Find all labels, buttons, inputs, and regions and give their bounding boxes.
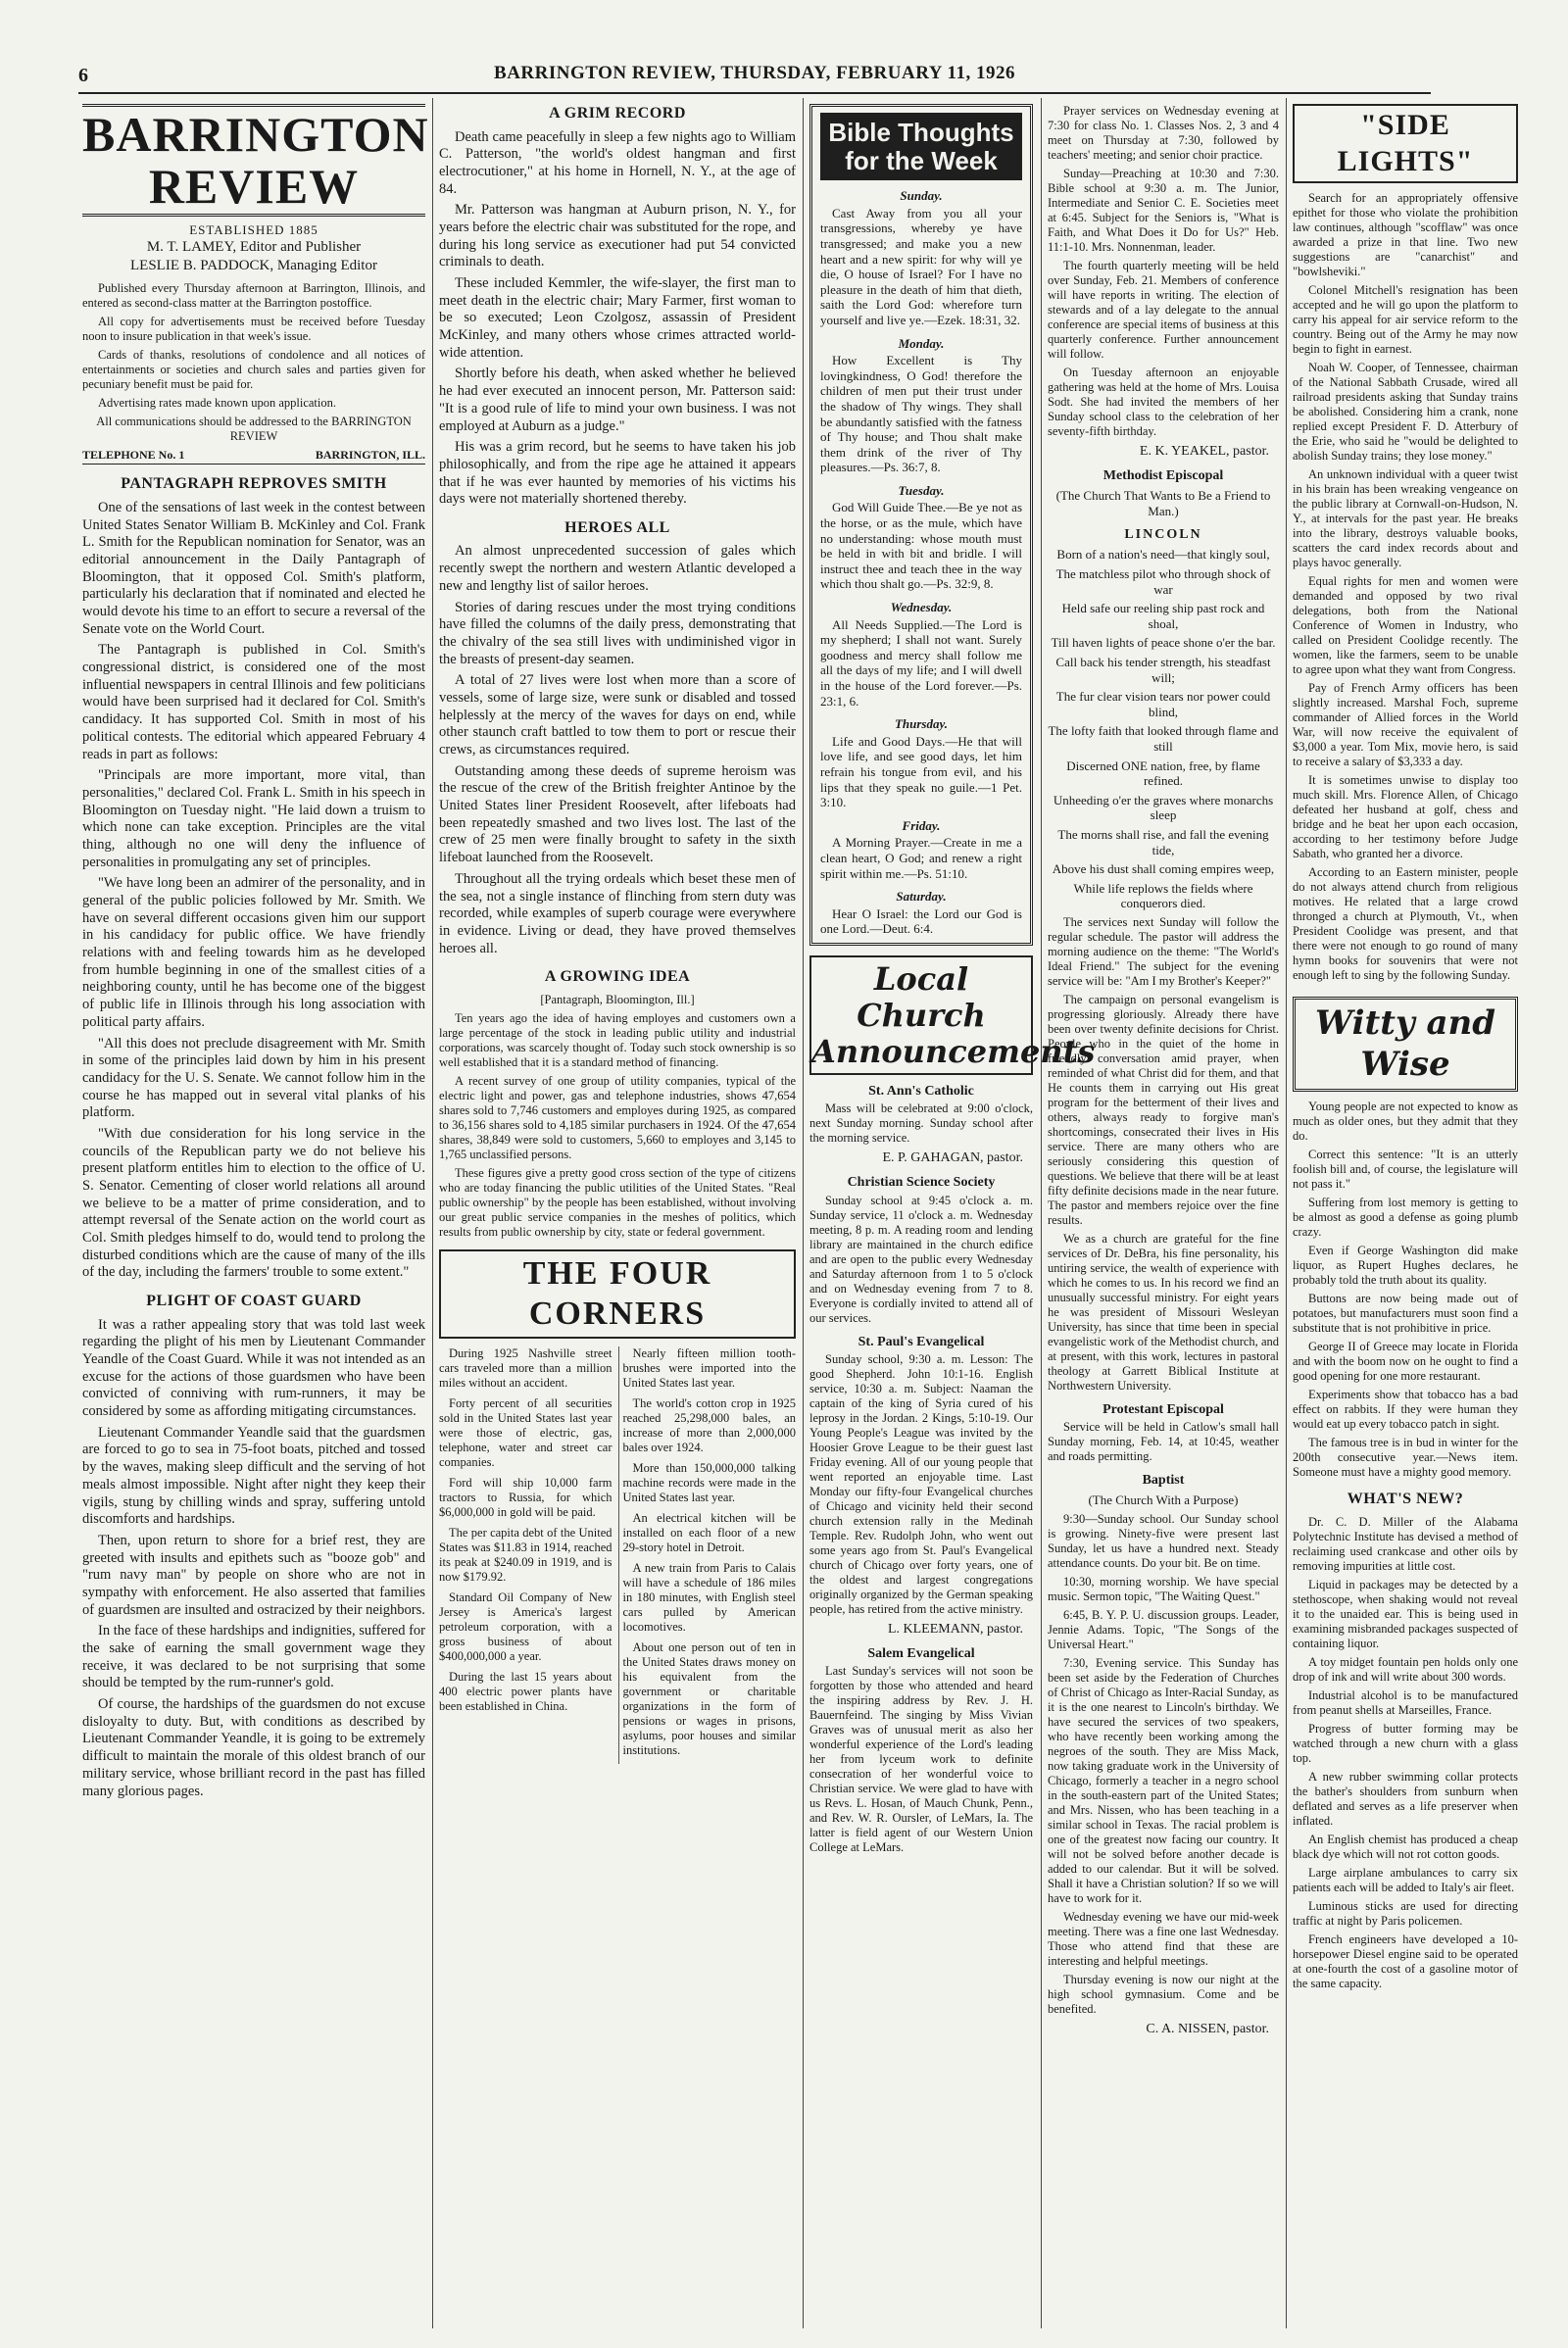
church-name: Baptist — [1142, 1472, 1185, 1488]
news-item: Ford will ship 10,000 farm tractors to Russia, for which $6,000,000 in gold will be paid. — [439, 1475, 612, 1519]
article-paragraph: "We have long been an admirer of the personality, and in general of the public policies followed by Mr. Smith. We have on several different occasions given him our support in his candidacy for public office. We have friendly relations with and feeling towards him as he developed from humble beginning in one of the smallest cities of a neighboring county, until he has become one of the biggest of public life in Illinois through his long association with political party affairs. — [82, 875, 425, 1030]
poem-line: Born of a nation's need—that kingly soul, — [1056, 547, 1270, 563]
bible-thoughts-box — [809, 104, 1033, 946]
pastor-signature: L. KLEEMANN, pastor. — [887, 1621, 1023, 1637]
church-notice: Last Sunday's services will not soon be forgotten by those who attended and heard the inspiring address by Rev. J. H. Bauernfeind. The singing by Miss Vivian Graves was of unusual merit as also her wonderful experience of the Lord's leading her from lyceum work to definite consecration of her wonderful voice to Christian service. We were glad to have with us Revs. L. Hosan, of Mauch Chunk, Penn., and Rev. W. R. Oursler, of LeMars, Ia. The latter is field agent of our Western Union College at LeMars. — [809, 1663, 1033, 1854]
church-notice: Prayer services on Wednesday evening at 7:30 for class No. 1. Classes Nos. 2, 3 and 4 meet on Thursday at 7:30, followed by teachers' meeting; and senior choir practice. — [1048, 104, 1279, 162]
item-paragraph: Pay of French Army officers has been slightly increased. Marshal Foch, supreme commander of Allied forces in the World War, will now receive the equivalent of $3,000 a year. Tom Mix, movie hero, is said to receive a salary of $3,333 a day. — [1293, 681, 1518, 769]
poem-line: Held safe our reeling ship past rock and shoal, — [1061, 601, 1265, 631]
column-4 — [1048, 104, 1279, 2328]
local-church-headline: Local Church Announcements — [809, 955, 1033, 1075]
church-name: Salem Evangelical — [867, 1645, 975, 1661]
bible-day: Friday. — [902, 817, 941, 833]
bible-verse: A Morning Prayer.—Create in me a clean heart, O God; and renew a right spirit within me.—Ps. 51:10. — [820, 835, 1022, 881]
church-motto: (The Church With a Purpose) — [1088, 1492, 1239, 1508]
poem-line: Till haven lights of peace shone o'er the bar. — [1051, 635, 1276, 651]
church-notice: 7:30, Evening service. This Sunday has been set aside by the Federation of Churches of Christ of Chicago as Inter-Racial Sunday, as it is the one nearest to Lincoln's birthday. We have secured the services of two speakers, who have recently been working among the negroes of the south. They are Miss Mack, now taking graduate work in the University of Chicago, formerly a teacher in a negro school in the south-eastern part of the United States; and Mrs. Nissen, who has been teaching in a similar school in Texas. The racial problem is one of the greatest now facing our country. It will not be solved before another decade is added to our calendar. But it will be solved. Shall it have a Christian solution? If so we will have to work for it. — [1048, 1655, 1279, 1905]
article-paragraph: "All this does not preclude disagreement with Mr. Smith in some of the principles laid down by him in his present candidacy for the U. S. Senate. We cannot follow him in the course he has mapped out in several vital planks of his platform. — [82, 1035, 425, 1121]
item-paragraph: Even if George Washington did make liquor, as Rupert Hughes declares, he probably told the truth about its quality. — [1293, 1244, 1518, 1288]
article-paragraph: Lieutenant Commander Yeandle said that the guardsmen are forced to go to sea in 75-foot boats, pitched and tossed by the waves, making sleep difficult and the serving of hot meals almost impossible. Night after night they keep their vigils, stung by chilling winds and spray, suffering untold discomforts and hardships. — [82, 1424, 425, 1528]
poem-line: Unheeding o'er the graves where monarchs sleep — [1053, 792, 1274, 823]
news-item: About one person out of ten in the United States draws money on his equivalent from the government or charitable organizations in the form of pensions or wages in prisons, asylums, poor houses and similar institutions. — [622, 1639, 796, 1757]
church-notice: The services next Sunday will follow the regular schedule. The pastor will address the morning audience on the theme: "The World's Ideal Friend." The subject for the evening service will be: "Am I my Brother's Keeper?" — [1048, 914, 1279, 988]
masthead-meta — [82, 222, 425, 275]
rates-notice: Advertising rates made known upon application. — [98, 395, 336, 410]
article-paragraph: Outstanding among these deeds of supreme heroism was the rescue of the crew of the British freighter Antinoe by the United States liner President Roosevelt, after lifeboats had been repeatedly smashed and two lives lost. The last of the crew of 25 men were finally brought to safety in the sixth lifeboat launched from the Roosevelt. — [439, 762, 796, 866]
article-paragraph: "With due consideration for his long service in the councils of the Republican party we do not believe his present platform entitles him to election to the office of U. S. Senator. Cementing of closer world relations all around we believe to be a matter of prime consideration, and to attempt reversal of the Senate action on the world court as Col. Smith pledges himself to do, would tend to prolong the disturbed conditions which are the cause of many of the ills of the day, including the farmers' trouble to some extent." — [82, 1125, 425, 1281]
church-notice: Service will be held in Catlow's small hall Sunday morning, Feb. 14, at 10:45, weather and roads permitting. — [1048, 1419, 1279, 1463]
news-item: Standard Oil Company of New Jersey is America's largest petroleum corporation, with a gross business of about $400,000,000 a year. — [439, 1590, 612, 1663]
article-paragraph: An almost unprecedented succession of gales which recently swept the northern and western Atlantic developed a new and lengthy list of sailor heroes. — [439, 543, 796, 594]
address-notice: All communications should be addressed to the BARRINGTON REVIEW — [96, 414, 412, 443]
poem-line: While life replows the fields where conquerors died. — [1073, 880, 1253, 911]
page-number: 6 — [78, 65, 89, 86]
whats-new-headline: WHAT'S NEW? — [1347, 1491, 1464, 1508]
item-paragraph: It is sometimes unwise to display too much skill. Mrs. Florence Allen, of Chicago defeated her husband at golf, chess and bridge and he beat her upon each occasion, according to her testimony before Judge Sabath, who granted her a divorce. — [1293, 773, 1518, 861]
column-3 — [809, 104, 1096, 2328]
pastor-signature: C. A. NISSEN, pastor. — [1146, 2021, 1269, 2036]
four-corners-column — [439, 1346, 612, 1764]
church-motto: (The Church That Wants to Be a Friend to Man.) — [1055, 488, 1271, 518]
poem-line: Discerned ONE nation, free, by flame refined. — [1066, 758, 1260, 789]
church-name: Protestant Episcopal — [1102, 1401, 1224, 1417]
article-paragraph: Throughout all the trying ordeals which beset these men of the sea, not a single instance of flinching from stern duty was recorded, while examples of superb courage were everywhere in evidence. Living or dead, they have proved themselves heroes all. — [439, 870, 796, 956]
item-paragraph: According to an Eastern minister, people do not always attend church from religious motives. He related that a large crowd thronged a church at Plymouth, Vt., when President Coolidge was present, and that there were not enough to go round of many hymn books for souvenirs that were not enough left to sing by the following Sunday. — [1293, 865, 1518, 983]
item-paragraph: Luminous sticks are used for directing traffic at night by Paris policemen. — [1293, 1898, 1518, 1928]
item-paragraph: George II of Greece may locate in Florida and with the boom now on he ought to find a good opening for one more restaurant. — [1293, 1340, 1518, 1384]
item-paragraph: Liquid in packages may be detected by a stethoscope, when shaking would not reveal it to the unaided ear. This is being used in examining misbranded packages suspected of containing liquor. — [1293, 1577, 1518, 1650]
grim-record-headline: A GRIM RECORD — [549, 105, 686, 122]
article-paragraph: Ten years ago the idea of having employes and customers own a large percentage of the stock in leading public utility and industrial corporations, was scarcely thought of. Today such stock ownership is so well established that it is a standard method of financing. — [439, 1010, 796, 1069]
article-paragraph: A recent survey of one group of utility companies, typical of the electric light and power, gas and telephone industries, shows 47,654 shares sold to 7,746 customers and employes during 1925, as compared to 36,156 shares sold to 4,185 similar purchasers in 1924. Of the 47,654 shares, 38,849 were sold to customers, 5,660 to employes and 3,145 to 1,765 unclassified persons. — [439, 1073, 796, 1161]
bible-day: Saturday. — [896, 889, 947, 905]
church-notice: 6:45, B. Y. P. U. discussion groups. Leader, Jennie Adams. Topic, "The Songs of the Universal Heart." — [1048, 1607, 1279, 1651]
article-paragraph: His was a grim record, but he seems to have taken his job philosophically, and from the ripe age he attained it appears that if he was ever haunted by memories of his victims his days were not materially shortened thereby. — [439, 439, 796, 508]
item-paragraph: Equal rights for men and women were demanded and opposed by two rival delegations, both from the National Conference of Women in Industry, who called on President Coolidge recently. The women, like the farmers, seem to be unable to agree upon what they want from Congress. — [1293, 574, 1518, 677]
news-item: During 1925 Nashville street cars traveled more than a million miles without an accident. — [439, 1345, 612, 1390]
poem-line: The lofty faith that looked through flame and still — [1048, 723, 1279, 754]
item-paragraph: An English chemist has produced a cheap black dye which will not rot cotton goods. — [1293, 1832, 1518, 1861]
news-item: During the last 15 years about 400 electric power plants have been established in China. — [439, 1669, 612, 1713]
article-paragraph: Of course, the hardships of the guardsmen do not excuse disloyalty to duty. But, with conditions as described by Lieutenant Commander Yeandle, it is going to be extremely difficult to maintain the morale of this oldest branch of our military service, whose brilliant record in the past has filled many glorious pages. — [82, 1696, 425, 1799]
side-lights-headline: "SIDE LIGHTS" — [1293, 104, 1518, 183]
item-paragraph: An unknown individual with a queer twist in his brain has been wreaking vengeance on the public library at Cornwall-on-Hudson, N. Y., at intervals for the past year. He breaks into the library, destroys valuable books, scatters the card index records about and plays havoc generally. — [1293, 467, 1518, 570]
poem-title: LINCOLN — [1124, 527, 1202, 543]
news-item: The world's cotton crop in 1925 reached 25,298,000 bales, an increase of more than 2,000,000 bales over 1924. — [622, 1395, 796, 1454]
item-paragraph: Search for an appropriately offensive epithet for those who violate the prohibition law continues, although "scofflaw" was once awarded a prize in that line. Two new suggestions are "canarchist" and "bowlsheviki." — [1293, 191, 1518, 279]
church-notice: We as a church are grateful for the fine services of Dr. DeBra, his fine personality, his untiring service, the wealth of experience with which he comes to us. In his record we find an unusually successful ministry. For eight years he was president of Missouri Wesleyan University, has since that time been in special evangelistic work of the Methodist church, and at present, with this work, lectures in pastoral theology at Garrett Biblical Institute at Northwestern University. — [1048, 1231, 1279, 1393]
item-paragraph: French engineers have developed a 10-horsepower Diesel engine said to be operated at one-fourth the cost of a gasoline motor of the same capacity. — [1293, 1932, 1518, 1990]
article-paragraph: Stories of daring rescues under the most trying conditions have filled the columns of the daily press, demonstrating that the chivalry of the sea still lives with undiminished vigor in the breasts of present-day seamen. — [439, 599, 796, 667]
poem-line: Call back his tender strength, his steadfast will; — [1055, 654, 1271, 685]
bible-thoughts-title: Bible Thoughts for the Week — [820, 113, 1022, 180]
column-rule — [432, 98, 433, 2328]
bible-verse: Cast Away from you all your transgressions, whereby ye have transgressed; and make you a new heart and a new spirit: for why will ye die, O house of Israel? For I have no pleasure in the death of him that dieth, saith the Lord God: wherefore turn yourself and live ye.—Ezek. 18:31, 32. — [820, 205, 1022, 327]
article-paragraph: A total of 27 lives were lost when more than a score of vessels, some of large size, were sunk or disabled and tossed helplessly at the mercy of the waves for days on end, while other staunch craft battled to tow them to port or rescue their crews, as circumstances required. — [439, 672, 796, 758]
four-corners-headline: THE FOUR CORNERS — [439, 1249, 796, 1339]
news-item: The per capita debt of the United States was $11.83 in 1914, reached its peak at $240.09 in 1919, and is now $179.92. — [439, 1525, 612, 1584]
church-notice: Sunday school at 9:45 o'clock a. m. Sunday service, 11 o'clock a. m. Wednesday meeting, 8 p. m. A reading room and lending library are maintained in the church edifice and are open to the public every Wednesday and Saturday afternoon from 1 to 5 o'clock and on Wednesday evening from 7 to 8. Everyone is cordially invited to attend all of our services. — [809, 1193, 1033, 1325]
column-5 — [1293, 104, 1518, 2328]
church-notice: The campaign on personal evangelism is progressing gloriously. Already there have been over twenty definite decisions for Christ. People who in the quiet of the home in friendly conversation amid prayer, when reminded of what Christ did for them, and that He counts them in carrying out His great program for the betterment of their lives and others, always ready to forgive man's shortcomings, consecrated their lives in His service. There are many others who are seriously considering this question of questions. We believe that there will be at least fifty definite decisions made in the near future. The pastor and members rejoice over the fine results. — [1048, 992, 1279, 1227]
item-paragraph: Dr. C. D. Miller of the Alabama Polytechnic Institute has devised a method of reclaiming used crankcase and other oils by removing impurities at little cost. — [1293, 1514, 1518, 1573]
item-paragraph: Buttons are now being made out of potatoes, but manufacturers must soon find a substitute that is not prohibitive in price. — [1293, 1292, 1518, 1336]
church-name: Christian Science Society — [847, 1175, 996, 1191]
item-paragraph: Experiments show that tobacco has a bad effect on rabbits. If they were human they would eat up every tobacco patch in sight. — [1293, 1388, 1518, 1432]
bible-verse: Hear O Israel: the Lord our God is one Lord.—Deut. 6:4. — [820, 905, 1022, 937]
church-notice: Wednesday evening we have our mid-week meeting. There was a fine one last Wednesday. Those who attend find that these are interesting and helpful meetings. — [1048, 1909, 1279, 1968]
news-item: An electrical kitchen will be installed on each floor of a new 29-story hotel in Detroit. — [622, 1510, 796, 1554]
folio-line — [78, 63, 1431, 94]
established: ESTABLISHED 1885 — [189, 222, 318, 237]
news-item: Forty percent of all securities sold in the United States last year were those of electric, gas, telephone, water and street car companies. — [439, 1395, 612, 1469]
item-paragraph: Industrial alcohol is to be manufactured from peanut shells at Marseilles, France. — [1293, 1688, 1518, 1717]
news-item: A new train from Paris to Calais will have a schedule of 186 miles in 180 minutes, with English steel cars pulled by American locomotives. — [622, 1560, 796, 1634]
item-paragraph: A toy midget fountain pen holds only one drop of ink and will write about 300 words. — [1293, 1654, 1518, 1684]
church-notice: On Tuesday afternoon an enjoyable gathering was held at the home of Mrs. Louisa Sodt. She had invited the members of her Sunday school class to the celebration of her seventy-fifth birthday. — [1048, 366, 1279, 438]
managing-editor: LESLIE B. PADDOCK, Managing Editor — [130, 258, 377, 273]
item-paragraph: Noah W. Cooper, of Tennessee, chairman of the National Sabbath Crusade, wired all railroad presidents asking that Sunday trains be abolished. Considering him a crank, none replied except President F. D. Atterbury of the Erie, who said he "would be delighted to abolish Sunday trains; they lose money." — [1293, 361, 1518, 464]
coast-guard-headline: PLIGHT OF COAST GUARD — [146, 1293, 362, 1310]
four-corners-column — [618, 1346, 797, 1764]
church-notice: 9:30—Sunday school. Our Sunday school is growing. Ninety-five were present last Sunday, let us have a hundred next. Steady attendance counts. Do your bit. Be on time. — [1048, 1511, 1279, 1570]
column-2 — [439, 104, 796, 2328]
article-paragraph: These figures give a pretty good cross section of the type of citizens who are today financing the public utilities of the United States. "Real public ownership" by the people has been established, without involving our great public service companies in the meshes of politics, which results from public ownership by city, state or federal government. — [439, 1165, 796, 1239]
article-paragraph: Then, upon return to shore for a brief rest, they are greeted with insults and epithets such as "booze gob" and "rum navy man" by people on shore who are not in sympathy with enforcement. He also asserted that families of guardsmen are insulted and ostracized by their neighbors. — [82, 1532, 425, 1618]
bible-day: Sunday. — [900, 188, 943, 204]
poem-line: The matchless pilot who through shock of war — [1055, 566, 1271, 597]
article-paragraph: These included Kemmler, the wife-slayer, the first man to meet death in the electric chair; Mary Farmer, first woman to be so executed; Leon Czolgosz, assassin of President McKinley, and many others whose crimes attracted world-wide attention. — [439, 275, 796, 361]
masthead: BARRINGTON REVIEW — [82, 104, 425, 217]
church-notice: Thursday evening is now our night at the high school gymnasium. Come and be benefited. — [1048, 1972, 1279, 2016]
bible-verse: All Needs Supplied.—The Lord is my shepherd; I shall not want. Surely goodness and mercy shall follow me all the days of my life; and I will dwell in the house of the Lord forever.—Ps. 23:1, 6. — [820, 616, 1022, 709]
witty-and-wise-headline: Witty and Wise — [1293, 997, 1518, 1092]
article-paragraph: The Pantagraph is published in Col. Smith's congressional district, is considered one of the most influential newspapers in central Illinois and few politicians would have been surprised had it declared for Col. Smith's candidacy. It has supported Col. Smith in most of his political contests. The editorial which appeared February 4 reads in part as follows: — [82, 642, 425, 762]
article-paragraph: Shortly before his death, when asked whether he believed he had ever executed an innocent person, Mr. Patterson said: "It is a good rule of life to mind your own business. I was not employed at Auburn as a judge." — [439, 366, 796, 434]
church-notice: Mass will be celebrated at 9:00 o'clock, next Sunday morning. Sunday school after the morning service. — [809, 1101, 1033, 1146]
folio-title: BARRINGTON REVIEW, THURSDAY, FEBRUARY 11, 1926 — [494, 63, 1015, 83]
poem-line: Above his dust shall coming empires weep, — [1052, 861, 1275, 877]
article-paragraph: "Principals are more important, more vital, than personalities," declared Col. Frank L. Smith in his speech in Bloomington on Tuesday night. "He laid down a truism to which none can take exception. Principles are the vital thing, although no one will deny the influence of personalities in promulgating any set of principles. — [82, 767, 425, 870]
source-line: [Pantagraph, Bloomington, Ill.] — [540, 992, 695, 1006]
bible-verse: Life and Good Days.—He that will love life, and see good days, let him refrain his tongue from evil, and his lips that they speak no guile.—1 Pet. 3:10. — [820, 733, 1022, 810]
bible-day: Wednesday. — [890, 600, 953, 615]
growing-idea-headline: A GROWING IDEA — [544, 968, 691, 986]
bible-day: Thursday. — [894, 716, 949, 732]
church-notice: Sunday—Preaching at 10:30 and 7:30. Bible school at 9:30 a. m. The Junior, Intermediate and Senior C. E. Societies meet at 6:45. Subject for the Seniors is, "What is Faith, and What Does it Do for Us?" Heb. 11:1-10. Mrs. Nonnenman, leader. — [1048, 167, 1279, 254]
article-paragraph: In the face of these hardships and indignities, suffered for the sake of earning the small government wage they receive, it was declared to be not surprising that some should be tempted by the rum-runner's gold. — [82, 1623, 425, 1691]
column-rule — [1286, 98, 1287, 2328]
item-paragraph: Correct this sentence: "It is an utterly foolish bill and, of course, the legislature will not pass it." — [1293, 1148, 1518, 1192]
column-rule — [803, 98, 804, 2328]
item-paragraph: A new rubber swimming collar protects the bather's shoulders from sunburn when deflated and serves as a life preserver when inflated. — [1293, 1769, 1518, 1828]
item-paragraph: Suffering from lost memory is getting to be almost as good a defense as going plumb crazy. — [1293, 1196, 1518, 1240]
church-notice: Sunday school, 9:30 a. m. Lesson: The good Shepherd. John 10:1-16. English service, 10:30 a. m. Subject: Naaman the captain of the king of Syria cured of his leprosy in the Jordan. 2 Kings, 5:10-19. Our Young People's League was invited by the Hoosier Grove League to be their guest last Friday evening. All of our young people that went reported an enjoyable time. Last Monday our fifty-four Evangelical churches of Chicago and vicinity held their second church extension rally in the Medinah Temple. Rev. Rudolph John, who went out some years ago from St. Paul's Evangelical church of Chicago over forty years, one of the oldest and largest congregations originally organized by the German speaking people, has retired from the active ministry. — [809, 1351, 1033, 1616]
city: BARRINGTON, ILL. — [315, 447, 425, 462]
article-paragraph: Death came peacefully in sleep a few nights ago to William C. Patterson, "the world's oldest hangman and first electrocutioner," at his home in Hornell, N. Y., at the age of 84. — [439, 128, 796, 197]
news-item: Nearly fifteen million tooth-brushes were imported into the United States last year. — [622, 1345, 796, 1390]
column-1 — [82, 104, 429, 2328]
cards-notice: Cards of thanks, resolutions of condolence and all notices of entertainments or societies and church sales and parties given for pecuniary benefit must be paid for. — [82, 347, 425, 391]
article-paragraph: Mr. Patterson was hangman at Auburn prison, N. Y., for years before the electric chair was substituted for the rope, and during his long service as executioner had put 54 convicted criminals to death. — [439, 202, 796, 270]
church-name: St. Paul's Evangelical — [858, 1334, 985, 1349]
pastor-signature: E. K. YEAKEL, pastor. — [1139, 444, 1269, 459]
editor: M. T. LAMEY, Editor and Publisher — [146, 239, 362, 256]
church-name: St. Ann's Catholic — [868, 1084, 974, 1100]
four-corners-grid — [439, 1346, 796, 1764]
church-notice: 10:30, morning worship. We have special music. Sermon topic, "The Waiting Quest." — [1048, 1574, 1279, 1603]
copy-notice: All copy for advertisements must be received before Tuesday noon to insure publication in that week's issue. — [82, 314, 425, 343]
item-paragraph: Young people are not expected to know as much as older ones, but they admit that they do. — [1293, 1100, 1518, 1144]
church-name: Methodist Episcopal — [1102, 468, 1224, 484]
smith-headline: PANTAGRAPH REPROVES SMITH — [121, 475, 387, 493]
heroes-headline: HEROES ALL — [564, 518, 670, 536]
item-paragraph: Large airplane ambulances to carry six patients each will be added to Italy's air fleet. — [1293, 1865, 1518, 1894]
bible-day: Monday. — [898, 335, 945, 351]
item-paragraph: Colonel Mitchell's resignation has been accepted and he will go upon the platform to carry his appeal for air service reform to the country. Being out of the Army he may now begin to fight in earnest. — [1293, 283, 1518, 357]
poem-line: The fur clear vision tears nor power could blind, — [1055, 689, 1271, 719]
telephone: TELEPHONE No. 1 — [82, 447, 185, 462]
article-paragraph: One of the sensations of last week in the contest between United States Senator William B. McKinley and Col. Frank L. Smith for the Republican nomination for Senator, was an editorial announcement in the Daily Pantagraph of Bloomington, that it opposed Col. Smith's platform, particularly his declaration that if nominated and elected he would devote his time to an effort to secure a reversal of the Senate vote on the World Court. — [82, 499, 425, 637]
item-paragraph: Progress of butter forming may be watched through a new churn with a glass top. — [1293, 1721, 1518, 1765]
bible-verse: God Will Guide Thee.—Be ye not as the horse, or as the mule, which have no understanding: whose mouth must be held in with bit and bridle. I will instruct thee and teach thee in the way which thou shalt go.—Ps. 32:9, 8. — [820, 500, 1022, 592]
church-notice: The fourth quarterly meeting will be held over Sunday, Feb. 21. Members of conference will have reports in writing. The election of stewards and of a lay delegate to the annual conference are special items of business at this quarterly conference. Further announcement will follow. — [1048, 259, 1279, 361]
item-paragraph: The famous tree is in bud in winter for the 200th consecutive year.—News item. Someone must have a mighty good memory. — [1293, 1436, 1518, 1480]
news-item: More than 150,000,000 talking machine records were made in the United States last year. — [622, 1460, 796, 1504]
pastor-signature: E. P. GAHAGAN, pastor. — [882, 1150, 1023, 1166]
published-notice: Published every Thursday afternoon at Barrington, Illinois, and entered as second-class matter at the Barrington postoffice. — [82, 280, 425, 310]
bible-day: Tuesday. — [898, 482, 945, 498]
telephone-line — [82, 448, 425, 465]
poem-line: The morns shall rise, and fall the evening tide, — [1057, 826, 1269, 857]
article-paragraph: It was a rather appealing story that was told last week regarding the plight of his men by Lieutenant Commander Yeandle of the Coast Guard. While it was not intended as an excuse for the actions of those guardsmen who have been convicted of conniving with rum-runners, it may be considered by some as affording mitigating circumstances. — [82, 1316, 425, 1420]
column-rule — [1041, 98, 1042, 2328]
bible-verse: How Excellent is Thy lovingkindness, O God! therefore the children of men put their trust under the shadow of Thy wings. They shall be abundantly satisfied with the fatness of Thy house; and Thou shalt make them drink of the river of Thy pleasures.—Ps. 36:7, 8. — [820, 353, 1022, 475]
